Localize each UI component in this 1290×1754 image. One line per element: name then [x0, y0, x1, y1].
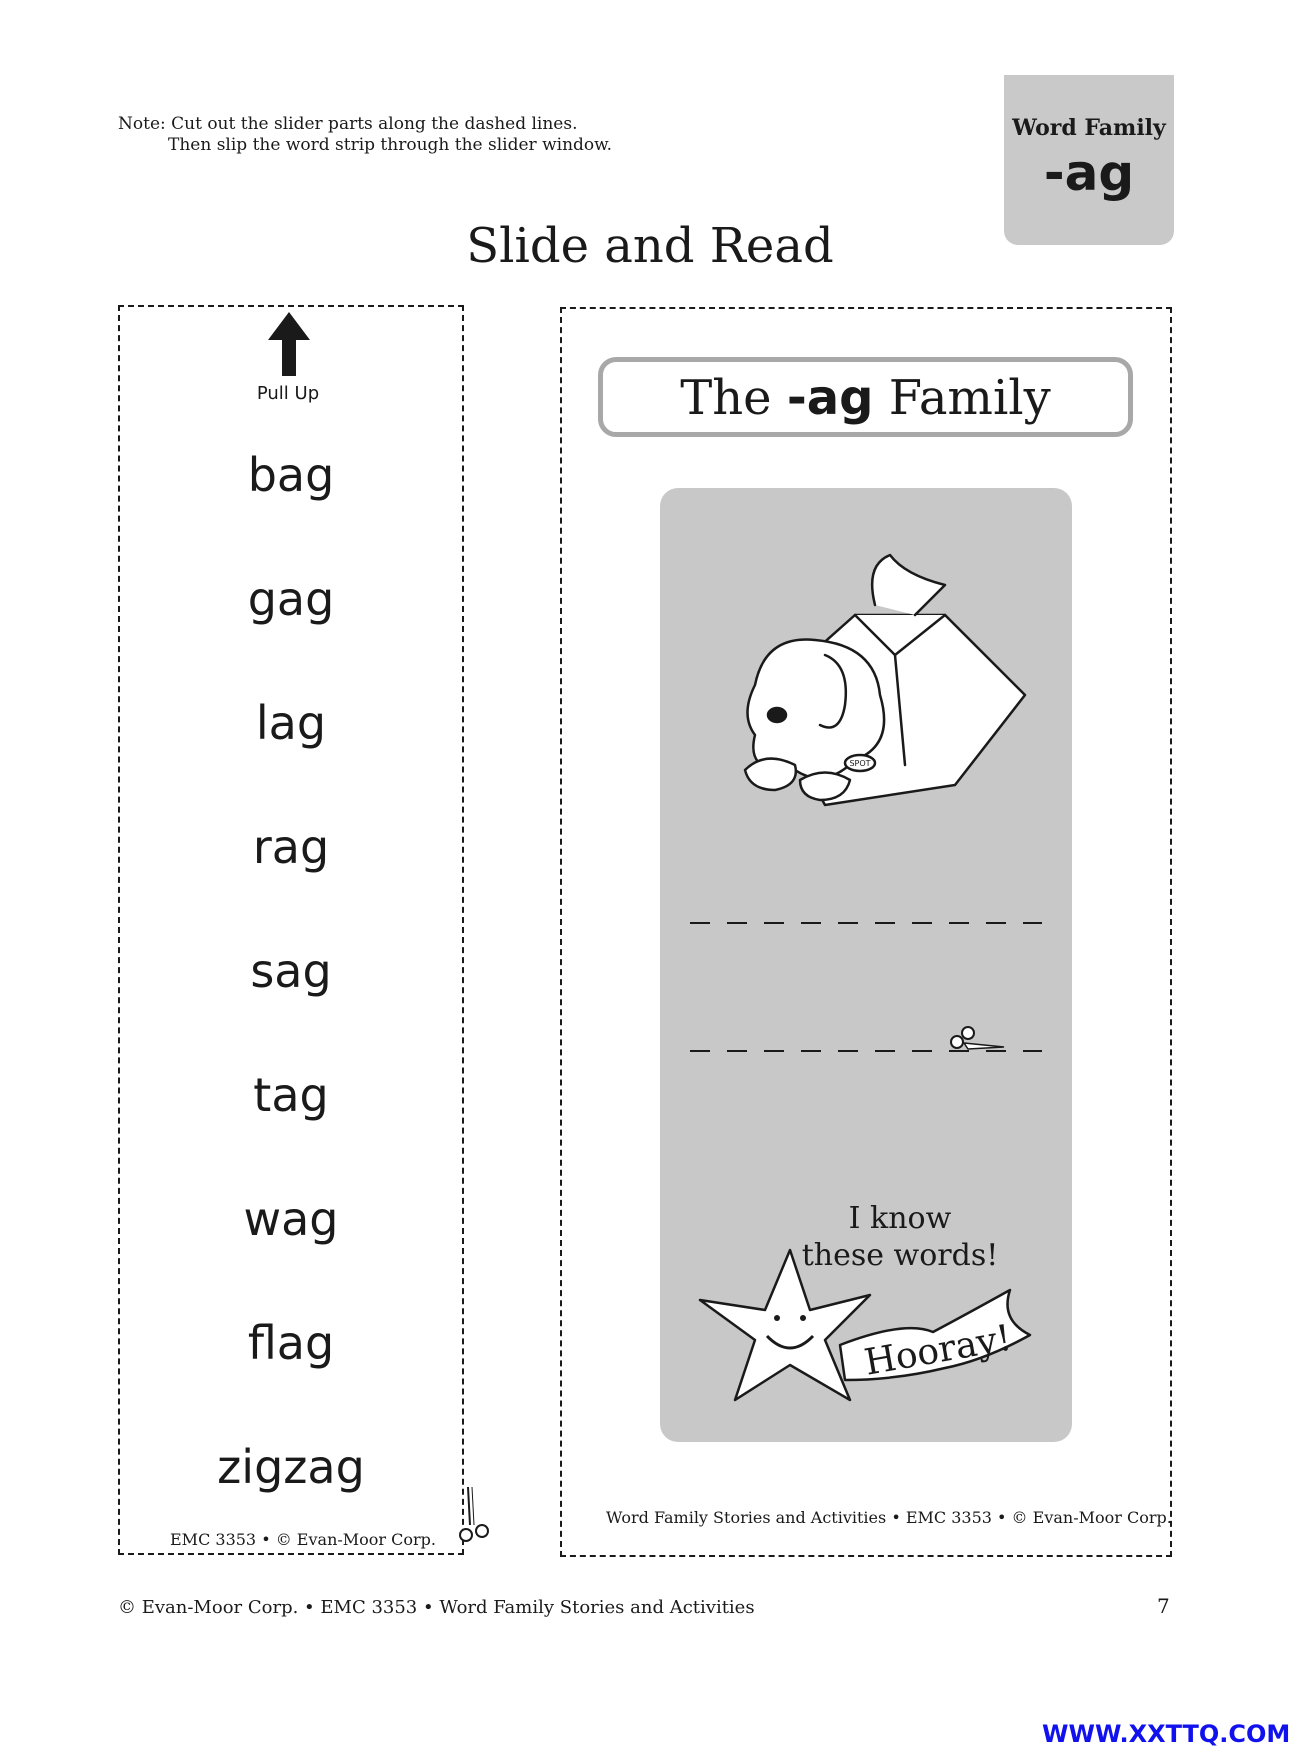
pull-up-label: Pull Up: [256, 383, 320, 404]
watermark: WWW.XXTTQ.COM: [1042, 1720, 1290, 1748]
heading-prefix: The: [680, 370, 772, 426]
know-line-1: I know: [848, 1201, 952, 1236]
word-item: bag: [247, 448, 335, 502]
strip-footer: EMC 3353 • © Evan-Moor Corp.: [170, 1530, 437, 1549]
word-item: sag: [250, 944, 332, 998]
word-item: rag: [252, 820, 330, 874]
slider-heading: [598, 357, 1133, 437]
slider-window-cut-line: [690, 920, 1042, 926]
word-item: wag: [243, 1192, 339, 1246]
hooray-text: Hooray!: [861, 1317, 1015, 1384]
scissors-icon: [458, 1485, 494, 1547]
page-title: Slide and Read: [466, 218, 834, 274]
heading-suffix: -ag: [786, 370, 874, 426]
hooray-star-banner: [695, 1240, 1045, 1420]
star-eye: [774, 1315, 780, 1321]
word-family-label: Word Family: [1012, 115, 1166, 141]
word-item: zigzag: [217, 1440, 365, 1494]
word-family-tab: [1004, 75, 1174, 245]
slider-footer: Word Family Stories and Activities • EMC 3353 • © Evan-Moor Corp.: [606, 1508, 1172, 1527]
cut-instructions: [118, 114, 612, 156]
star-eye: [800, 1315, 806, 1321]
note-line-2: Then slip the word strip through the slider window.: [168, 135, 613, 155]
scissors-icon: [948, 1025, 1008, 1061]
heading-rest: Family: [888, 370, 1051, 426]
dog-in-bag-illustration: [705, 545, 1035, 835]
note-line-1: Note: Cut out the slider parts along the dashed lines.: [118, 114, 578, 134]
page-footer: © Evan-Moor Corp. • EMC 3353 • Word Family Stories and Activities: [118, 1597, 755, 1618]
word-item: gag: [247, 572, 335, 626]
word-item: lag: [255, 696, 327, 750]
word-item: flag: [247, 1316, 335, 1370]
word-family-suffix: -ag: [1043, 144, 1135, 202]
word-item: tag: [253, 1068, 329, 1122]
word-list: [118, 440, 464, 1556]
know-line-2: these words!: [801, 1238, 999, 1273]
page-number: 7: [1157, 1594, 1170, 1618]
collar-tag-text: SPOT: [849, 759, 871, 768]
arrow-up-icon: [268, 312, 310, 376]
